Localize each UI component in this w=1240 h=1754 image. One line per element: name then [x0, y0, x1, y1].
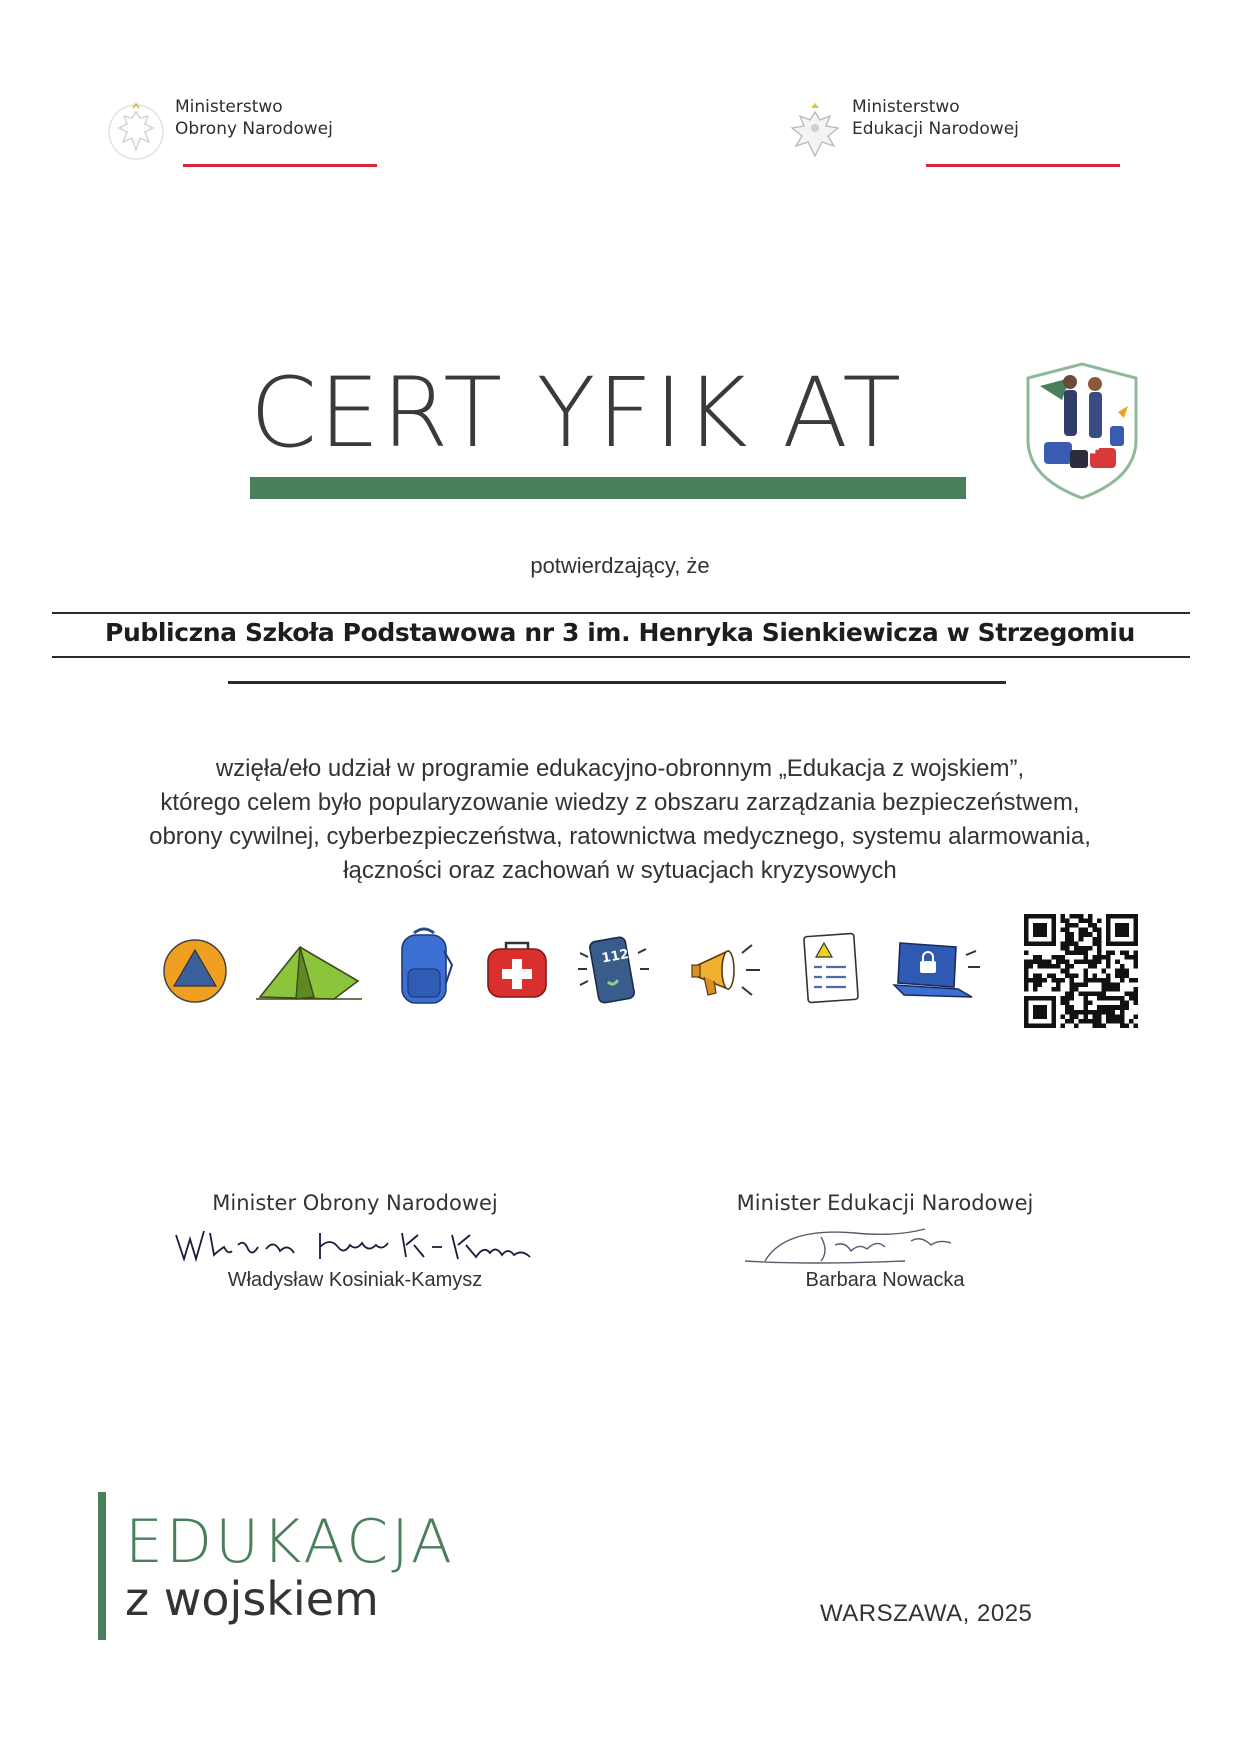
- handwritten-signature: [725, 1221, 1045, 1267]
- signature-role: Minister Obrony Narodowej: [212, 1191, 498, 1215]
- signature-block-defence: [160, 1191, 550, 1292]
- topic-icons-row: [160, 925, 990, 1015]
- title-underline-bar: [250, 477, 966, 499]
- description-line-1: wzięła/eło udział w programie edukacyjno-obronnym „Edukacja z wojskiem”,: [215, 755, 1025, 782]
- confirmation-text: potwierdzający, że: [530, 553, 710, 578]
- megaphone-icon: [688, 937, 764, 1003]
- signature-block-education: [690, 1191, 1080, 1292]
- brand-logo-line1: EDUKACJA: [125, 1507, 455, 1577]
- ministry-education-name: [852, 96, 1019, 140]
- first-aid-kit-icon: [484, 939, 550, 1001]
- ministry-defence-line1: Ministerstwo: [175, 97, 283, 117]
- program-badge-icon: [1020, 360, 1144, 502]
- laptop-lock-icon: [888, 939, 984, 1001]
- handwritten-signature: [170, 1221, 540, 1267]
- certificate-title: CERT YFIK AT: [250, 357, 904, 469]
- signature-name: Władysław Kosiniak-Kamysz: [227, 1269, 483, 1291]
- tent-icon: [254, 941, 364, 1003]
- red-divider: [183, 164, 377, 167]
- eagle-emblem-icon: [784, 98, 846, 170]
- brand-accent-bar: [98, 1492, 106, 1640]
- checklist-icon: [800, 931, 862, 1005]
- ministry-education-line1: Ministerstwo: [852, 97, 960, 117]
- school-top-rule: [52, 612, 1190, 614]
- ministry-education-line2: Edukacji Narodowej: [852, 119, 1019, 139]
- eagle-emblem-icon: [105, 96, 167, 168]
- description-line-2: którego celem było popularyzowanie wiedzy z obszaru zarządzania bezpieczeństwem,: [160, 789, 1080, 816]
- school-bottom-rule: [52, 656, 1190, 658]
- civil-defense-icon: [162, 938, 228, 1004]
- place-and-year: WARSZAWA, 2025: [820, 1600, 1033, 1627]
- qr-code[interactable]: [1024, 914, 1138, 1028]
- ministry-education-header: [852, 96, 1019, 140]
- phone-112-icon: [574, 933, 652, 1007]
- program-description: [60, 752, 1180, 888]
- signature-name: Barbara Nowacka: [805, 1269, 965, 1291]
- backpack-icon: [394, 925, 454, 1007]
- brand-logo-line2: z wojskiem: [125, 1572, 379, 1626]
- red-divider: [926, 164, 1120, 167]
- signature-role: Minister Edukacji Narodowej: [736, 1191, 1034, 1215]
- ministry-defence-name: [175, 96, 333, 140]
- description-line-4: łączności oraz zachowań w sytuacjach kryzysowych: [343, 857, 897, 884]
- description-line-3: obrony cywilnej, cyberbezpieczeństwa, ratownictwa medycznego, systemu alarmowania,: [149, 823, 1091, 850]
- school-name: Publiczna Szkoła Podstawowa nr 3 im. Henryka Sienkiewicza w Strzegomiu: [105, 618, 1135, 647]
- school-underline: [228, 681, 1006, 684]
- ministry-defence-header: [105, 96, 333, 168]
- phone-112-label: 112: [600, 946, 630, 967]
- ministry-defence-line2: Obrony Narodowej: [175, 119, 333, 139]
